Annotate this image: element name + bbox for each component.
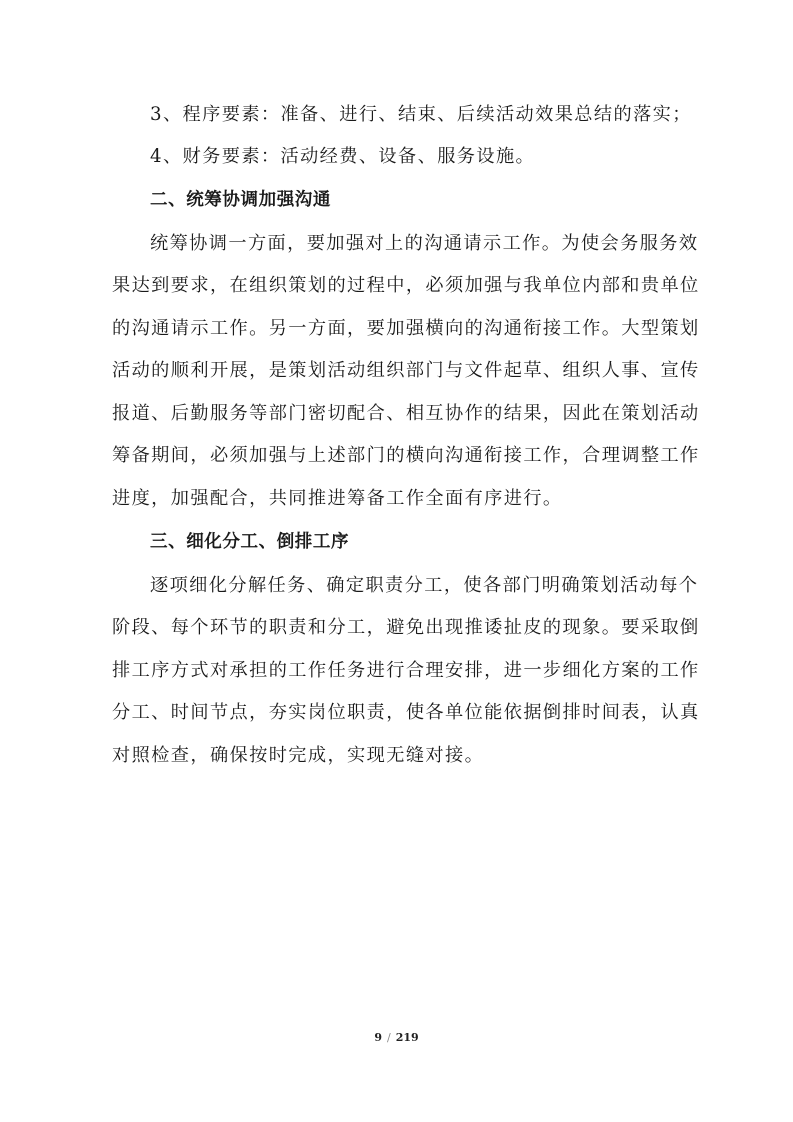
paragraph-line: 报道、后勤服务等部门密切配合、相互协作的结果，因此在策划活动 bbox=[112, 403, 700, 424]
paragraph-line: 逐项细化分解任务、确定职责分工，使各部门明确策划活动每个 bbox=[150, 575, 699, 596]
list-item-finance: 4、财务要素：活动经费、设备、服务设施。 bbox=[150, 146, 536, 167]
paragraph-line: 果达到要求，在组织策划的过程中，必须加强与我单位内部和贵单位 bbox=[112, 275, 700, 296]
paragraph-line: 阶段、每个环节的职责和分工，避免出现推诿扯皮的现象。要采取倒 bbox=[112, 617, 700, 638]
paragraph-line: 统筹协调一方面，要加强对上的沟通请示工作。为使会务服务效 bbox=[150, 233, 699, 254]
paragraph-line: 筹备期间，必须加强与上述部门的横向沟通衔接工作，合理调整工作 bbox=[112, 445, 700, 466]
paragraph-line: 排工序方式对承担的工作任务进行合理安排，进一步细化方案的工作 bbox=[112, 660, 700, 681]
paragraph-line: 进度，加强配合，共同推进筹备工作全面有序进行。 bbox=[112, 488, 563, 509]
section-heading-2: 二、统筹协调加强沟通 bbox=[150, 190, 331, 210]
page-number bbox=[0, 1031, 793, 1044]
section-heading-3: 三、细化分工、倒排工序 bbox=[150, 532, 350, 552]
total-pages: 219 bbox=[395, 1031, 419, 1044]
paragraph-line: 活动的顺利开展，是策划活动组织部门与文件起草、组织人事、宣传 bbox=[112, 360, 700, 381]
current-page: 9 bbox=[374, 1031, 382, 1044]
page-separator: / bbox=[386, 1031, 391, 1044]
paragraph-line: 对照检查，确保按时完成，实现无缝对接。 bbox=[112, 745, 485, 766]
paragraph-line: 的沟通请示工作。另一方面，要加强横向的沟通衔接工作。大型策划 bbox=[112, 318, 700, 339]
list-item-procedure: 3、程序要素：准备、进行、结束、后续活动效果总结的落实； bbox=[150, 104, 692, 125]
paragraph-line: 分工、时间节点，夯实岗位职责，使各单位能依据倒排时间表，认真 bbox=[112, 702, 700, 723]
